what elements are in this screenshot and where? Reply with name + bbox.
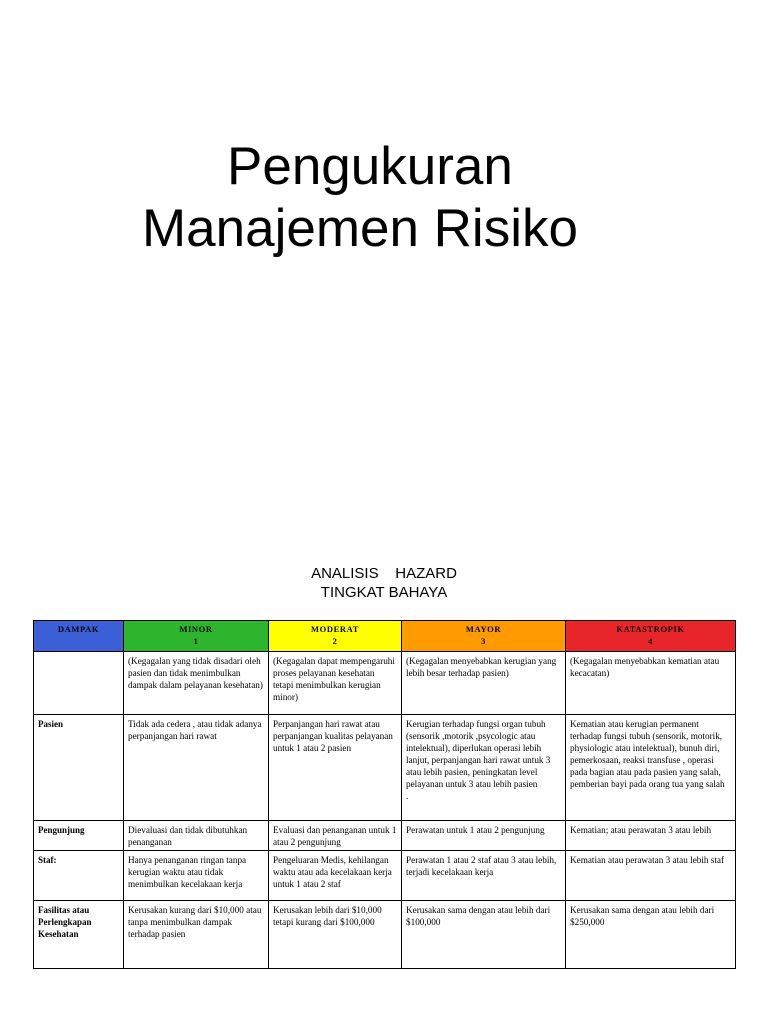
header-label: MINOR bbox=[179, 624, 213, 634]
table-cell: Evaluasi dan penanganan untuk 1 atau 2 pengunjung bbox=[269, 821, 402, 851]
header-level: 1 bbox=[193, 636, 199, 646]
slide-title bbox=[142, 136, 702, 260]
table-cell: Kerugian terhadap fungsi organ tubuh (sensorik ,motorik ,psycologic atau intelektual), diperlukan operasi lebih lanjut, perpanjangan hari rawat untuk 3 atau lebih pasien, peningkatan level pelayanan untuk 3 atau lebih pasien . bbox=[402, 715, 566, 821]
table-cell: Pengeluaran Medis, kehilangan waktu atau ada kecelakaan kerja untuk 1 atau 2 staf bbox=[269, 851, 402, 901]
header-katastropik bbox=[566, 621, 736, 652]
table-cell: Kematian atau kerugian permanent terhadap fungsi tubuh (sensorik, motorik, physiologic atau intelektual), bunuh diri, pemerkosaan, reaksi transfuse , operasi pada bagian atau pada pasien yang salah, pemberian bayi pada orang tua yang salah bbox=[566, 715, 736, 821]
table-row bbox=[34, 851, 736, 901]
table-cell: (Kegagalan yang tidak disadari oleh pasien dan tidak menimbulkan dampak dalam pelayanan kesehatan) bbox=[124, 652, 269, 715]
table-cell: Kematian; atau perawatan 3 atau lebih bbox=[566, 821, 736, 851]
header-label: MAYOR bbox=[465, 624, 502, 634]
table-row bbox=[34, 652, 736, 715]
table-cell: Kerusakan kurang dari $10,000 atau tanpa menimbulkan dampak terhadap pasien bbox=[124, 901, 269, 969]
header-label: DAMPAK bbox=[57, 624, 100, 634]
table-row bbox=[34, 715, 736, 821]
table-cell: Hanya penanganan ringan tanpa kerugian waktu atau tidak menimbulkan kecelakaan kerja bbox=[124, 851, 269, 901]
row-label: Pengunjung bbox=[34, 821, 124, 851]
table-cell: Dievaluasi dan tidak dibutuhkan penanganan bbox=[124, 821, 269, 851]
table-cell: (Kegagalan menyebabkan kerugian yang lebih besar terhadap pasien) bbox=[402, 652, 566, 715]
table-heading-line-2: TINGKAT BAHAYA bbox=[320, 584, 448, 601]
header-minor bbox=[124, 621, 269, 652]
slide-title-line-2: Manajemen Risiko bbox=[142, 199, 578, 258]
table-cell: (Kegagalan dapat mempengaruhi proses pelayanan kesehatan tetapi menimbulkan kerugian minor) bbox=[269, 652, 402, 715]
header-label: MODERAT bbox=[311, 624, 359, 634]
slide-title-line-1: Pengukuran bbox=[227, 137, 513, 196]
table-cell: (Kegagalan menyebabkan kematian atau kecacatan) bbox=[566, 652, 736, 715]
header-mayor bbox=[402, 621, 566, 652]
table-cell: Tidak ada cedera , atau tidak adanya perpanjangan hari rawat bbox=[124, 715, 269, 821]
row-label: Pasien bbox=[34, 715, 124, 821]
table-cell: Perpanjangan hari rawat atau perpanjangan kualitas pelayanan untuk 1 atau 2 pasien bbox=[269, 715, 402, 821]
header-level: 4 bbox=[648, 636, 653, 646]
table-cell: Kerusakan sama dengan atau lebih dari $250,000 bbox=[566, 901, 736, 969]
table-row bbox=[34, 901, 736, 969]
row-label: Staf: bbox=[34, 851, 124, 901]
table-cell: Perawatan 1 atau 2 staf atau 3 atau lebih, terjadi kecelakaan kerja bbox=[402, 851, 566, 901]
table-cell: Kerusakan lebih dari $10,000 tetapi kurang dari $100,000 bbox=[269, 901, 402, 969]
row-label: Fasilitas atau Perlengkapan Kesehatan bbox=[34, 901, 124, 969]
table-cell: Kematian atau perawatan 3 atau lebih staf bbox=[566, 851, 736, 901]
header-dampak bbox=[34, 621, 124, 652]
header-row bbox=[34, 621, 736, 652]
header-label: KATASTROPIK bbox=[616, 624, 685, 634]
hazard-table bbox=[33, 620, 736, 969]
header-level: 3 bbox=[481, 636, 486, 646]
header-level: 2 bbox=[332, 636, 338, 646]
table-cell: Kerusakan sama dengan atau lebih dari $100,000 bbox=[402, 901, 566, 969]
table-heading bbox=[0, 564, 768, 602]
table-cell: Perawatan untuk 1 atau 2 pengunjung bbox=[402, 821, 566, 851]
row-label bbox=[34, 652, 124, 715]
table-row bbox=[34, 821, 736, 851]
header-moderat bbox=[269, 621, 402, 652]
table-heading-line-1: ANALISIS HAZARD bbox=[311, 565, 457, 582]
